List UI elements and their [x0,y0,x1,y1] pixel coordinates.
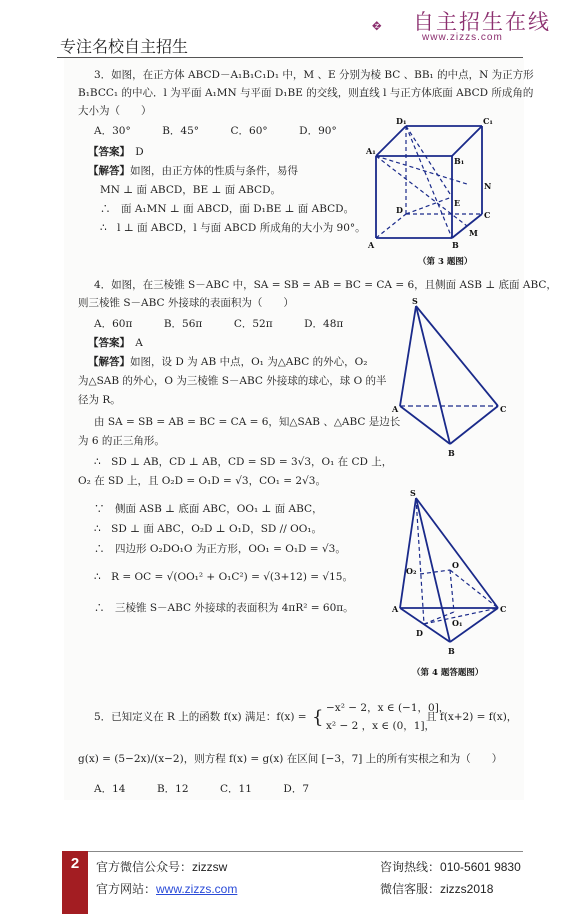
q4-figure-caption: （第 4 题答题图） [412,668,484,678]
q4-solution-line7: O₂ 在 SD 上，且 O₂D = O₁D = √3，CO₁ = 2√3。 [78,475,326,487]
q4-step2: ∴ SD ⊥ 面 ABC，O₂D ⊥ O₁D，SD // OO₁。 [94,523,323,535]
q5-case1: −x² − 2，x ∈ (−1，0]， [326,702,450,714]
q3-step3: ∴ l ⊥ 面 ABCD，l 与面 ABCD 所成角的大小为 90°。 [100,222,366,234]
header-title: 专注名校自主招生 [60,39,189,56]
pyramid-label-c: C [500,404,507,414]
q3-text-line2: B₁BCC₁ 的中心．l 为平面 A₁MN 与平面 D₁BE 的交线，则直线 l 与正方体底面 ABCD 所成角的 [78,87,534,99]
hotline-number: 010-5601 9830 [440,860,521,874]
cube-label-b: B [452,240,459,250]
q3-answer-label: 【答案】 [88,146,125,158]
q5-case2: x² − 2 ，x ∈ (0，1]， [326,720,436,732]
website-label: 官方网站： [96,882,157,896]
service-label: 微信客服： [380,882,441,896]
q5-text-line2: g(x) = (5−2x)/(x−2)，则方程 f(x) = g(x) 在区间 [−3，7] 上的所有实根之和为（ ） [78,753,503,765]
q5-intro: 5．已知定义在 R 上的函数 f(x) 满足：f(x) = [94,711,307,723]
logo-url: www.zizzs.com [422,32,503,43]
q4-text-line1: 4．如图，在三棱锥 S－ABC 中，SA = SB = AB = BC = CA = 6，且侧面 ASB ⊥ 底面 ABC， [94,279,557,291]
pyramid-label-s: S [412,296,418,306]
q3-options: A．30° B．45° C．60° D．90° [94,125,337,137]
pyramid-figure [394,298,524,468]
document-content [64,58,557,800]
pyramid-label-a: A [392,404,399,414]
q3-answer: D [135,146,144,158]
pyramid-label-b: B [448,448,455,458]
pyramid-answer-figure [394,490,524,680]
cube-label-c1: C₁ [483,116,493,126]
page-number: 2 [62,851,88,914]
logo-text: 自主招生在线 [413,10,551,34]
cube-label-a1: A₁ [366,146,376,156]
q4-solution-line4: 由 SA = SB = AB = BC = CA = 6，知△SAB 、△ABC 是边长 [94,416,401,428]
q4-answer: A [135,337,143,349]
q4-options: A．60π B．56π C．52π D．48π [94,318,344,330]
q4-step1: ∵ 侧面 ASB ⊥ 底面 ABC，OO₁ ⊥ 面 ABC， [94,503,323,515]
q3-text-line1: 3．如图，在正方体 ABCD－A₁B₁C₁D₁ 中，M 、E 分别为棱 BC 、BB₁ 的中点，N 为正方形 [94,69,534,81]
footer-divider [62,851,523,852]
q4-solution-label: 【解答】 [88,356,130,368]
q5-options: A．14 B．12 C．11 D．7 [94,783,310,795]
cube-label-d1: D₁ [396,116,407,126]
q3-step1: MN ⊥ 面 ABCD，BE ⊥ 面 ABCD。 [100,184,281,196]
q5-condition: 且 f(x+2) = f(x)， [426,711,518,723]
cube-label-e: E [454,198,461,208]
q4-solution-line6: ∴ SD ⊥ AB，CD ⊥ AB，CD = SD = 3√3，O₁ 在 CD 上， [94,456,393,468]
website-link[interactable]: www.zizzs.com [156,882,238,896]
q4-text-line2: 则三棱锥 S－ABC 外接球的表面积为（ ） [78,297,294,309]
wechat-account: zizzsw [192,860,228,874]
q3-solution-intro: 如图，由正方体的性质与条件，易得 [130,165,298,177]
answer-pyramid-label-b: B [448,646,455,656]
cube-figure [366,114,496,269]
q4-answer-label: 【答案】 [88,337,125,349]
hotline-label: 咨询热线： [380,860,441,874]
q5-brace: { [312,707,324,728]
q4-step5: ∴ 三棱锥 S－ABC 外接球的表面积为 4πR² = 60π。 [94,602,354,614]
q4-step3: ∴ 四边形 O₂DO₁O 为正方形，OO₁ = O₁D = √3。 [94,543,346,555]
q3-figure-caption: （第 3 题图） [418,257,473,267]
q4-step4: ∴ R = OC = √(OO₁² + O₁C²) = √(3+12) = √15。 [94,571,353,583]
cube-label-d: D [396,205,403,215]
answer-pyramid-label-a: A [392,604,399,614]
cube-label-c: C [484,210,491,220]
answer-pyramid-label-o2: O₂ [406,566,417,576]
q3-step2: ∴ 面 A₁MN ⊥ 面 ABCD，面 D₁BE ⊥ 面 ABCD。 [100,203,355,215]
cube-label-a: A [368,240,375,250]
answer-pyramid-label-c: C [500,604,507,614]
cube-label-b1: B₁ [454,156,465,166]
q3-text-line3: 大小为（ ） [78,105,152,117]
answer-pyramid-label-s: S [410,488,416,498]
answer-pyramid-label-d: D [416,628,423,638]
answer-pyramid-label-o: O [452,560,459,570]
wechat-label: 官方微信公众号： [96,860,193,874]
q4-solution-line1: 如图，设 D 为 AB 中点，O₁ 为△ABC 的外心，O₂ [130,356,368,368]
answer-pyramid-label-o1: O₁ [452,618,463,628]
q4-solution-line2: 为△SAB 的外心，O 为三棱锥 S－ABC 外接球的球心，球 O 的半 [78,375,387,387]
cube-label-n: N [484,181,492,191]
service-account: zizzs2018 [440,882,494,896]
q4-solution-line5: 为 6 的正三角形。 [78,435,165,447]
q4-solution-line3: 径为 R。 [78,394,121,406]
zizzs-logo-icon [372,6,412,46]
cube-label-m: M [469,228,478,238]
q3-solution-label: 【解答】 [88,165,130,177]
